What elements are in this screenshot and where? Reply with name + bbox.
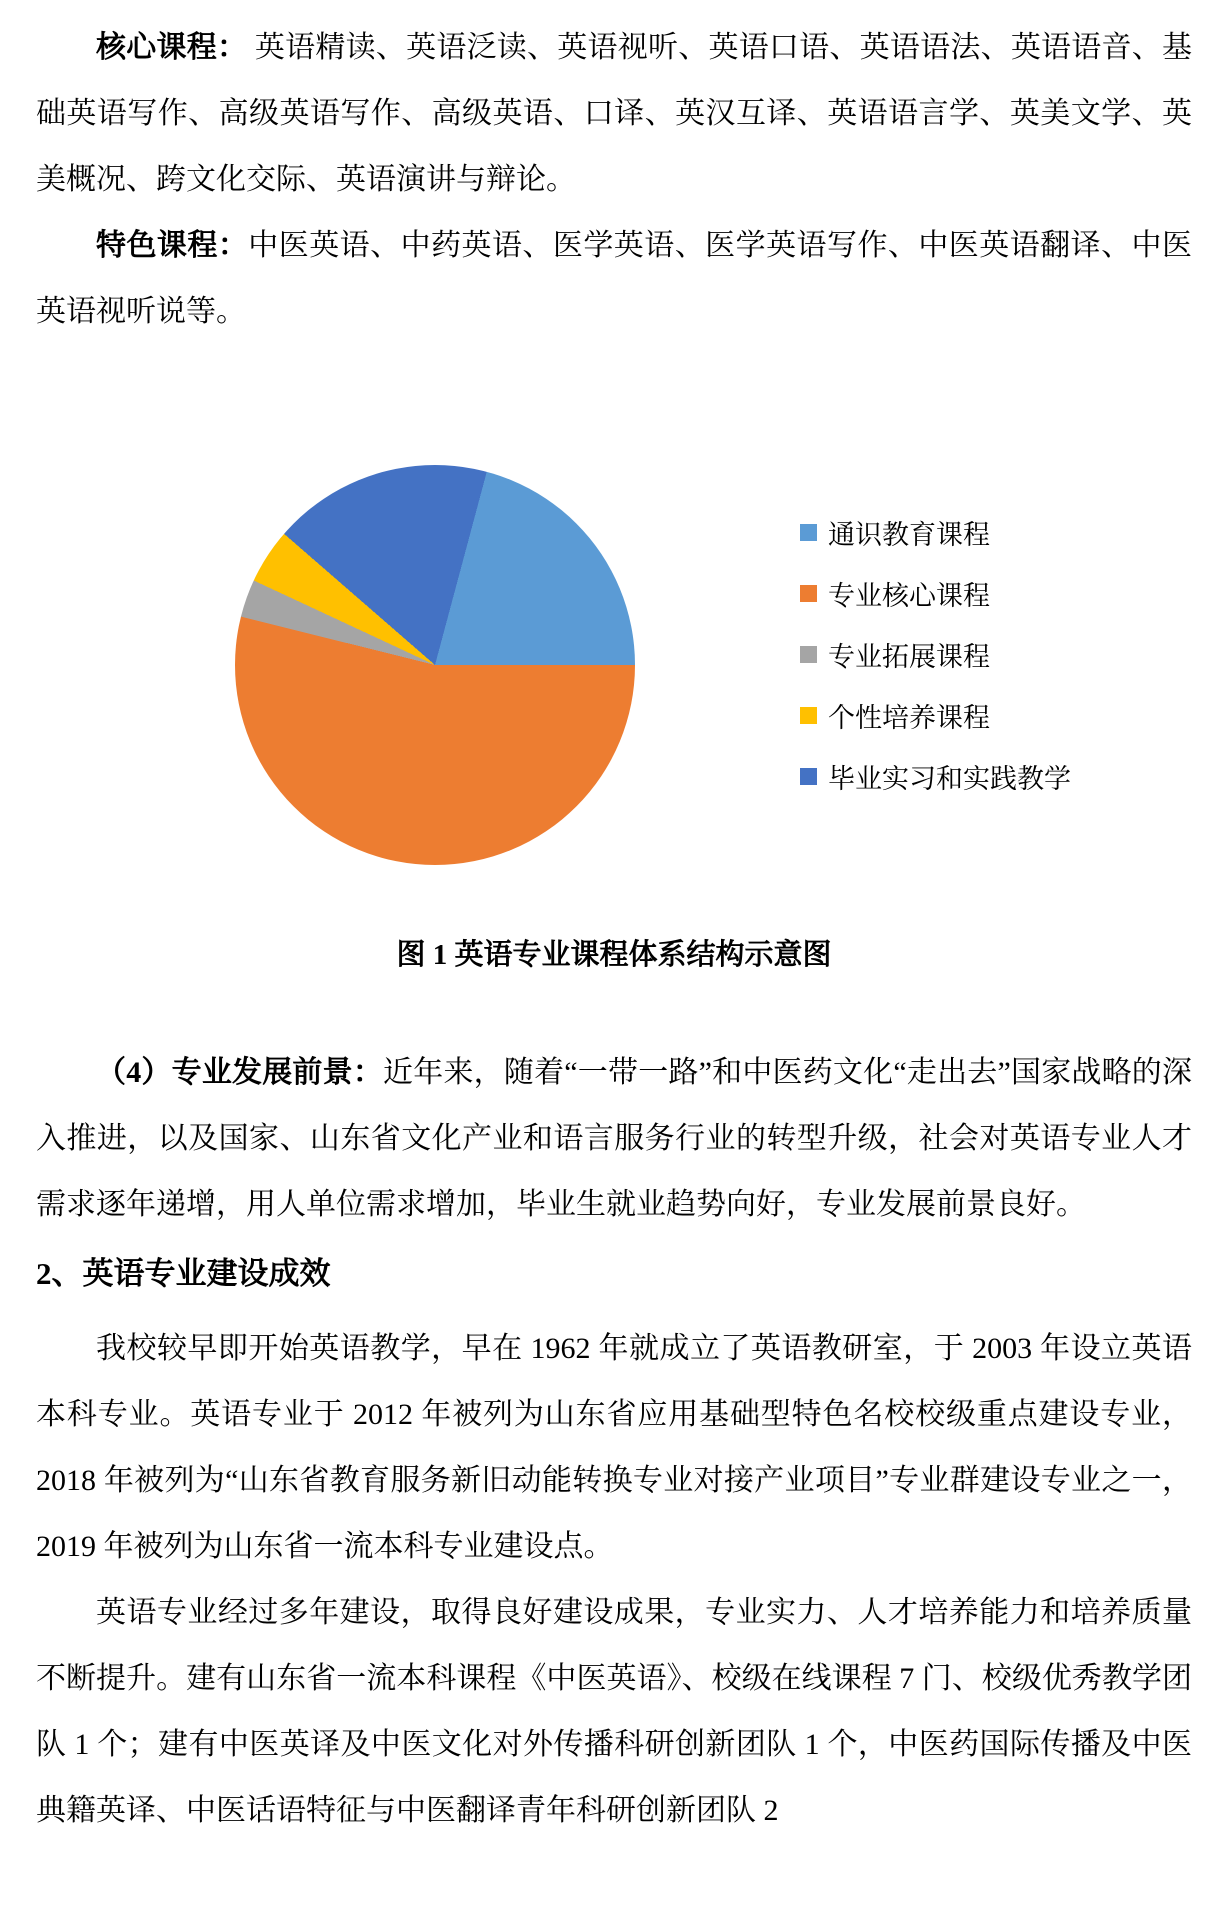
paragraph-achievement-1: 我校较早即开始英语教学，早在 1962 年就成立了英语教研室，于 2003 年设立英语本科专业。英语专业于 2012 年被列为山东省应用基础型特色名校校级重点建设专业，2018 年被列为“山东省教育服务新旧动能转换专业对接产业项目”专业群建设专业之一，2019 年被列为山东省一流本科专业建设点。 <box>36 1332 1192 1563</box>
legend-swatch <box>800 768 817 785</box>
legend-label: 毕业实习和实践教学 <box>828 764 1071 794</box>
special-courses-label: 特色课程： <box>96 229 249 262</box>
legend-item <box>800 624 1071 685</box>
legend-label: 通识教育课程 <box>828 520 990 550</box>
figure-caption: 图 1 英语专业课程体系结构示意图 <box>396 939 832 971</box>
legend-item <box>800 502 1071 563</box>
legend-swatch <box>800 707 817 724</box>
legend-label: 个性培养课程 <box>828 703 990 733</box>
paragraph-prospect <box>36 1040 1192 1238</box>
core-courses-label: 核心课程： <box>96 31 248 64</box>
legend-swatch <box>800 524 817 541</box>
legend-item <box>800 685 1071 746</box>
legend-swatch <box>800 646 817 663</box>
section-heading: 2、英语专业建设成效 <box>36 1256 331 1291</box>
prospect-text: 近年来，随着“一带一路”和中医药文化“走出去”国家战略的深入推进，以及国家、山东省文化产业和语言服务行业的转型升级，社会对英语专业人才需求逐年递增，用人单位需求增加，毕业生就业趋势向好，专业发展前景良好。 <box>36 1056 1193 1221</box>
legend-label: 专业拓展课程 <box>828 642 990 672</box>
chart-legend <box>800 502 1071 807</box>
legend-label: 专业核心课程 <box>828 581 990 611</box>
paragraph-achievement-2: 英语专业经过多年建设，取得良好建设成果，专业实力、人才培养能力和培养质量不断提升。建有山东省一流本科课程《中医英语》、校级在线课程 7 门、校级优秀教学团队 1 个；建有中医英译及中医文化对外传播科研创新团队 1 个，中医药国际传播及中医典籍英译、中医话语特征与中医翻译青年科研创新团队 2 <box>36 1596 1192 1827</box>
legend-swatch <box>800 585 817 602</box>
core-courses-text: 英语精读、英语泛读、英语视听、英语口语、英语语法、英语语音、基础英语写作、高级英语写作、高级英语、口译、英汉互译、英语语言学、英美文学、英美概况、跨文化交际、英语演讲与辩论。 <box>36 31 1193 196</box>
legend-item <box>800 563 1071 624</box>
prospect-label: （4）专业发展前景： <box>96 1056 384 1089</box>
paragraph-core-courses <box>36 15 1192 213</box>
legend-item <box>800 746 1071 807</box>
paragraph-special-courses <box>36 213 1192 345</box>
pie-chart <box>235 465 635 865</box>
special-courses-text: 中医英语、中药英语、医学英语、医学英语写作、中医英语翻译、中医英语视听说等。 <box>36 229 1193 328</box>
pie-chart-figure <box>36 345 1192 922</box>
